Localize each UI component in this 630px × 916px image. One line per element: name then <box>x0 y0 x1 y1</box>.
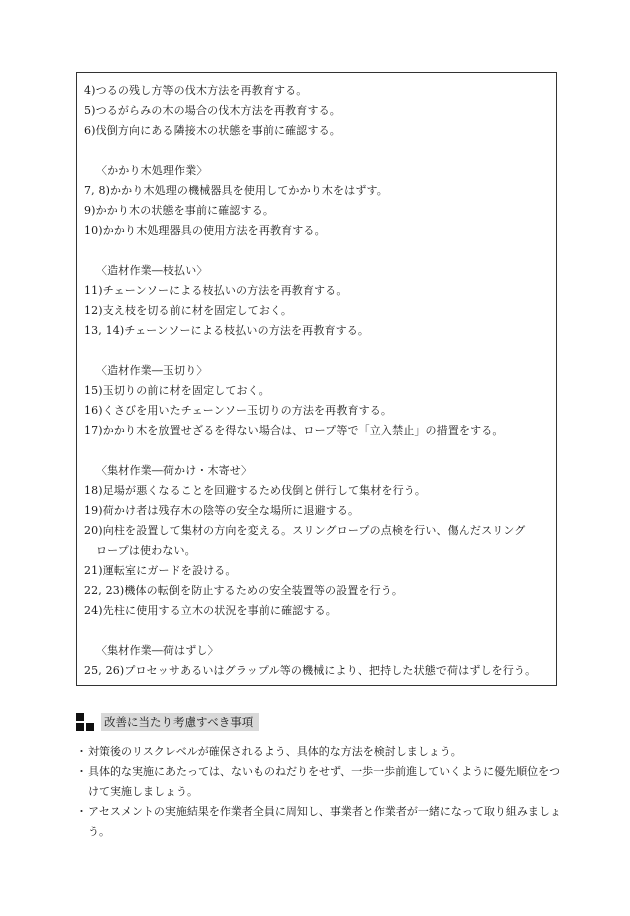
countermeasures-box <box>76 72 557 686</box>
note-item <box>76 762 562 802</box>
countermeasure-line: 10)かかり木処理器具の使用方法を再教育する。 <box>84 224 326 237</box>
countermeasure-line: 21)運転室にガードを設ける。 <box>84 564 237 577</box>
countermeasure-line: 9)かかり木の状態を事前に確認する。 <box>84 204 274 217</box>
countermeasure-line: 4)つるの残し方等の伐木方法を再教育する。 <box>84 84 308 97</box>
section-title: 改善に当たり考慮すべき事項 <box>101 713 259 731</box>
note-bullet: ・ <box>76 745 87 758</box>
countermeasure-list <box>84 81 556 681</box>
countermeasure-line: 24)先柱に使用する立木の状況を事前に確認する。 <box>84 604 337 617</box>
countermeasure-line: 7, 8)かかり木処理の機械器具を使用してかかり木をはずす。 <box>84 184 388 197</box>
note-bullet: ・ <box>76 765 87 778</box>
note-item <box>76 742 562 762</box>
countermeasure-line: 18)足場が悪くなることを回避するため伐倒と併行して集材を行う。 <box>84 484 427 497</box>
note-bullet: ・ <box>76 805 87 818</box>
countermeasure-line: 15)玉切りの前に材を固定しておく。 <box>84 384 270 397</box>
countermeasure-line: 25, 26)プロセッサあるいはグラップル等の機械により、把持した状態で荷はずしを行う。 <box>84 664 537 677</box>
section-heading <box>76 712 259 732</box>
countermeasure-line: 6)伐倒方向にある隣接木の状態を事前に確認する。 <box>84 124 341 137</box>
countermeasure-line: 19)荷かけ者は残存木の陰等の安全な場所に退避する。 <box>84 504 360 517</box>
blank-line <box>84 341 556 361</box>
countermeasure-line: 16)くさびを用いたチェーンソー玉切りの方法を再教育する。 <box>84 404 393 417</box>
notes-list <box>76 742 562 842</box>
blank-line <box>84 241 556 261</box>
note-text: 対策後のリスクレベルが確保されるよう、具体的な方法を検討しましょう。 <box>88 745 462 758</box>
category-heading: 〈造材作業―枝払い〉 <box>96 264 208 277</box>
note-text: 具体的な実施にあたっては、ないものねだりをせず、一歩一歩前進していくように優先順位をつけて実施しましょう。 <box>88 765 561 798</box>
countermeasure-line: 22, 23)機体の転倒を防止するための安全装置等の設置を行う。 <box>84 584 404 597</box>
blank-line <box>84 441 556 461</box>
countermeasure-line: 17)かかり木を放置せざるを得ない場合は、ロープ等で「立入禁止」の措置をする。 <box>84 424 504 437</box>
countermeasure-line: 12)支え枝を切る前に材を固定しておく。 <box>84 304 293 317</box>
blank-line <box>84 141 556 161</box>
note-text: アセスメントの実施結果を作業者全員に周知し、事業者と作業者が一緒になって取り組みましょう。 <box>88 805 561 838</box>
countermeasure-line: 11)チェーンソーによる枝払いの方法を再教育する。 <box>84 284 348 297</box>
countermeasure-line: ロープは使わない。 <box>96 544 196 557</box>
category-heading: 〈集材作業―荷かけ・木寄せ〉 <box>96 464 253 477</box>
countermeasure-line: 20)向柱を設置して集材の方向を変える。スリングロープの点検を行い、傷んだスリング <box>84 524 526 537</box>
category-heading: 〈造材作業―玉切り〉 <box>96 364 208 377</box>
category-heading: 〈かかり木処理作業〉 <box>96 164 208 177</box>
category-heading: 〈集材作業―荷はずし〉 <box>96 644 219 657</box>
countermeasure-line: 13, 14)チェーンソーによる枝払いの方法を再教育する。 <box>84 324 370 337</box>
note-item <box>76 802 562 842</box>
blank-line <box>84 621 556 641</box>
black-squares-icon <box>76 713 94 731</box>
countermeasure-line: 5)つるがらみの木の場合の伐木方法を再教育する。 <box>84 104 341 117</box>
